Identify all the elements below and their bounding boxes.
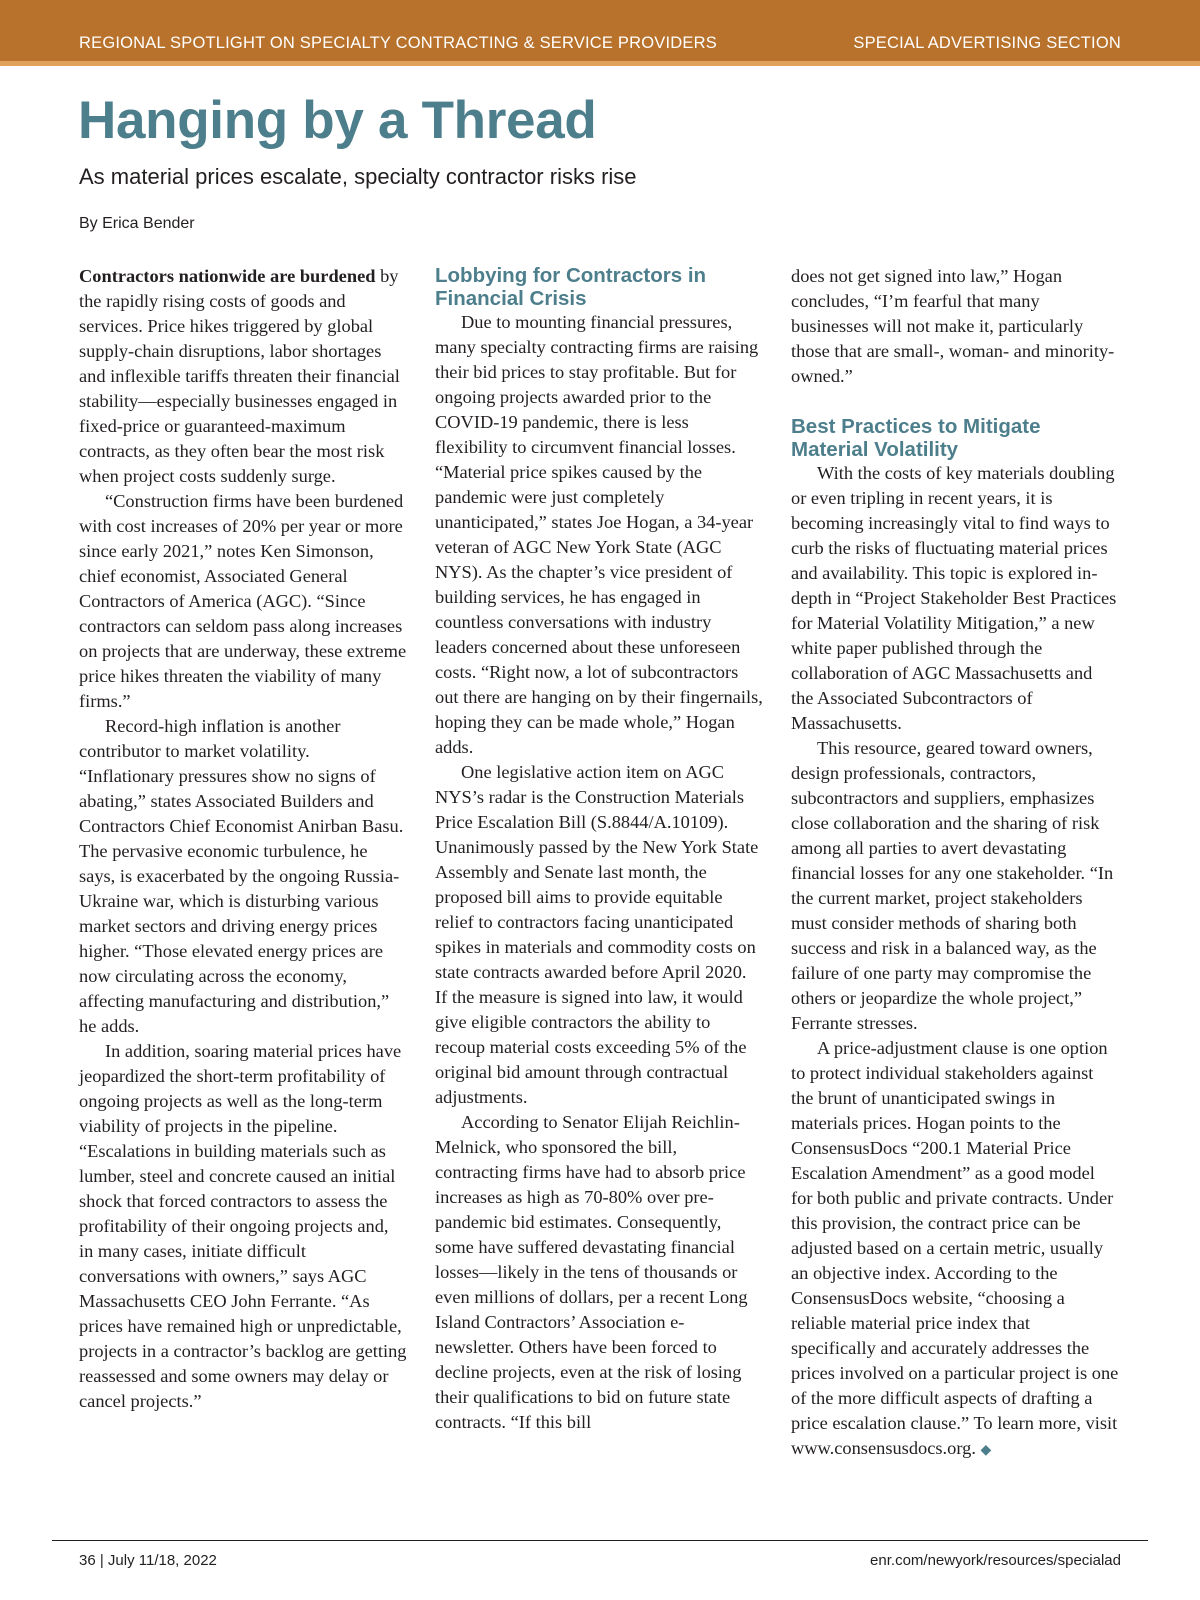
end-mark-icon: ◆ xyxy=(980,1443,992,1458)
paragraph xyxy=(791,461,1119,736)
paragraph-text: by the rapidly rising costs of goods and services. Price hikes triggered by global supply-chain disruptions, labor shortages and inflexible tariffs threaten their financial stability—especially businesses engaged in fixed-price or guaranteed-maximum contracts, as they often bear the most risk when project costs suddenly surge. xyxy=(79,266,400,486)
paragraph: does not get signed into law,” Hogan concludes, “I’m fearful that many businesses will not make it, particularly those that are small-, woman- and minority-owned.” xyxy=(791,266,1115,386)
lead-in: Contractors nationwide are burdened xyxy=(79,266,376,286)
paragraph: According to Senator Elijah Reichlin-Melnick, who sponsored the bill, contracting firms have had to absorb price increases as high as 70-80% over pre-pandemic bid estimates. Consequently, some have suffered devastating financial losses—likely in the tens of thousands or even millions of dollars, per a recent Long Island Contractors’ Association e-newsletter. Others have been forced to decline projects, even at the risk of losing their qualifications to bid on future state contracts. “If this bill xyxy=(435,1112,748,1432)
article-title: Hanging by a Thread xyxy=(78,91,597,150)
article-subtitle: As material prices escalate, specialty contractor risks rise xyxy=(79,164,637,189)
footer-url: enr.com/newyork/resources/specialad xyxy=(870,1552,1121,1569)
column-2 xyxy=(435,264,763,1435)
paragraph: Record-high inflation is another contributor to market volatility. “Inflationary pressures show no signs of abating,” states Associated Builders and Contractors Chief Economist Anirban Basu. The pervasive economic turbulence, he says, is exacerbated by the ongoing Russia-Ukraine war, which is disturbing various market sectors and driving energy prices higher. “Those elevated energy prices are now circulating across the economy, affecting manufacturing and distribution,” he adds. xyxy=(79,716,404,1036)
page-folio: 36 | July 11/18, 2022 xyxy=(79,1552,217,1569)
column-3 xyxy=(791,264,1119,1463)
paragraph: This resource, geared toward owners, design professionals, contractors, subcontractors and suppliers, emphasizes close collaboration and the sharing of risk among all parties to avert devastating financial losses for any one stakeholder. “In the current market, project stakeholders must consider methods of sharing both success and risk in a balanced way, as the failure of one party may compromise the others or jeopardize the whole project,” Ferrante stresses. xyxy=(791,738,1114,1033)
section-heading: Lobbying for Contractors in Financial Crisis xyxy=(435,264,707,310)
column-1 xyxy=(79,264,407,1414)
paragraph: In addition, soaring material prices have jeopardized the short-term profitability of ongoing projects as well as the long-term viability of projects in the pipeline. “Escalations in building materials such as lumber, steel and concrete caused an initial shock that forced contractors to assess the profitability of their ongoing projects and, in many cases, initiate difficult conversations with owners,” says AGC Massachusetts CEO John Ferrante. “As prices have remained high or unpredictable, projects in a contractor’s backlog are getting reassessed and some owners may delay or cancel projects.” xyxy=(79,1041,407,1411)
paragraph: Due to mounting financial pressures, many specialty contracting firms are raising their bid prices to stay profitable. But for ongoing projects awarded prior to the COVID-19 pandemic, there is less flexibility to circumvent financial losses. “Material price spikes caused by the pandemic were just completely unanticipated,” states Joe Hogan, a 34-year veteran of AGC New York State (AGC NYS). As the chapter’s vice president of building services, he has engaged in countless conversations with industry leaders concerned about these unforeseen costs. “Right now, a lot of subcontractors out there are hanging on by their fingernails, hoping they can be made whole,” Hogan adds. xyxy=(435,312,763,757)
paragraph: One legislative action item on AGC NYS’s radar is the Construction Materials Price Escalation Bill (S.8844/A.10109). Unanimously passed by the New York State Assembly and Senate last month, the proposed bill aims to provide equitable relief to contractors facing unanticipated spikes in materials and commodity costs on state contracts awarded before April 2020. If the measure is signed into law, it would give eligible contractors the ability to recoup material costs exceeding 5% of the original bid amount through contractual adjustments. xyxy=(435,762,759,1107)
advertising-label: SPECIAL ADVERTISING SECTION xyxy=(853,34,1121,52)
byline: By Erica Bender xyxy=(79,215,195,232)
section-heading: Best Practices to Mitigate Material Volatility xyxy=(791,415,1041,461)
section-header-band xyxy=(0,0,1200,66)
paragraph xyxy=(791,1036,1119,1463)
paragraph-text: A price-adjustment clause is one option to protect individual stakeholders against the brunt of unanticipated swings in materials prices. Hogan points to the ConsensusDocs “200.1 Material Price Escalation Amendment” as a good model for both public and private contracts. Under this provision, the contract price can be adjusted based on a certain metric, usually an objective index. According to the ConsensusDocs website, “choosing a reliable material price index that specifically and accurately addresses the prices involved on a particular project is one of the more difficult aspects of drafting a price escalation clause.” To learn more, visit www.consensusdocs.org. xyxy=(791,1038,1119,1458)
paragraph-text: With the costs of key materials doubling or even tripling in recent years, it is becoming increasingly vital to find ways to curb the risks of fluctuating material prices and availability. This topic is explored in-depth in “Project Stakeholder Best Practices for Material Volatility Mitigation,” a new white paper published through the collaboration of AGC Massachusetts and the Associated Subcontractors of Massachusetts. xyxy=(791,463,1117,733)
paragraph: “Construction firms have been burdened with cost increases of 20% per year or more since early 2021,” notes Ken Simonson, chief economist, Associated General Contractors of America (AGC). “Since contractors can seldom pass along increases on projects that are underway, these extreme price hikes threaten the viability of many firms.” xyxy=(79,491,407,711)
paragraph xyxy=(79,264,407,489)
footer-rule xyxy=(52,1540,1148,1541)
section-label: REGIONAL SPOTLIGHT ON SPECIALTY CONTRACTING & SERVICE PROVIDERS xyxy=(79,34,717,52)
